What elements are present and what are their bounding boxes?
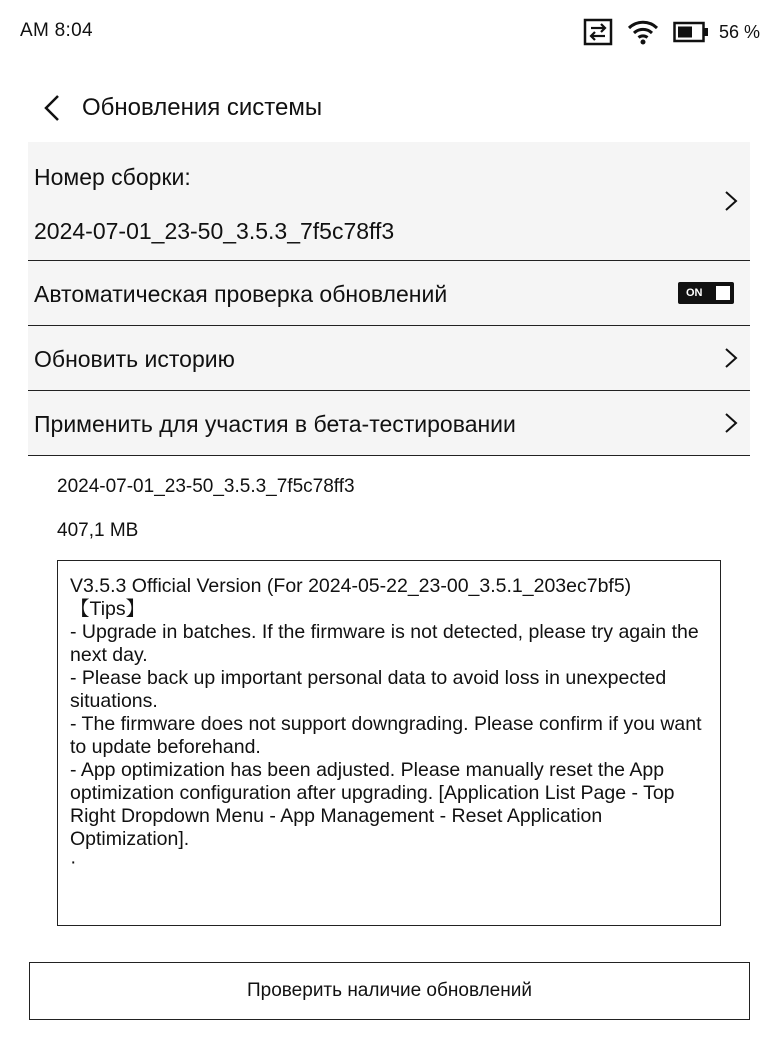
sync-icon [583, 18, 613, 46]
beta-program-label: Применить для участия в бета-тестировании [34, 411, 516, 437]
battery-icon [673, 21, 709, 43]
auto-check-row [28, 261, 750, 326]
chevron-right-icon [724, 347, 738, 369]
update-version: 2024-07-01_23-50_3.5.3_7f5c78ff3 [57, 476, 355, 497]
battery-percent: 56 % [718, 21, 760, 42]
update-history-row[interactable] [28, 326, 750, 391]
wifi-icon [627, 19, 659, 45]
build-number-row[interactable] [28, 142, 750, 261]
page-title: Обновления системы [82, 94, 323, 121]
auto-check-label: Автоматическая проверка обновлений [34, 281, 448, 307]
release-notes-line: 【Tips】 [70, 598, 146, 620]
build-number-value: 2024-07-01_23-50_3.5.3_7f5c78ff3 [34, 218, 395, 244]
settings-list [28, 142, 750, 456]
update-size: 407,1 MB [57, 520, 139, 541]
header [40, 88, 322, 128]
release-notes-line: · [70, 851, 77, 873]
chevron-right-icon [724, 412, 738, 434]
status-icons [583, 16, 760, 48]
toggle-knob [716, 286, 730, 300]
release-notes-line: - Please back up important personal data to avoid loss in unexpected situations. [70, 667, 672, 712]
release-notes-line: - The firmware does not support downgrading. Please confirm if you want to update beforehand. [70, 713, 707, 758]
chevron-left-icon[interactable] [40, 93, 66, 123]
release-notes[interactable] [57, 560, 721, 926]
build-number-label: Номер сборки: [34, 164, 191, 190]
release-notes-line: - Upgrade in batches. If the firmware is not detected, please try again the next day. [70, 621, 705, 666]
chevron-right-icon [724, 190, 738, 212]
status-time: AM 8:04 [20, 20, 93, 41]
release-notes-line: - App optimization has been adjusted. Please manually reset the App optimization configuration after upgrading. [Application List Page - Top Right Dropdown Menu - App Management - Reset Application Optimization]. [70, 759, 680, 850]
status-bar [0, 0, 780, 62]
toggle-state-text: ON [686, 287, 703, 299]
beta-program-row[interactable] [28, 391, 750, 456]
update-history-label: Обновить историю [34, 346, 235, 372]
check-updates-button[interactable]: Проверить наличие обновлений [29, 962, 750, 1020]
release-notes-line: V3.5.3 Official Version (For 2024-05-22_23-00_3.5.1_203ec7bf5) [70, 575, 632, 597]
auto-check-toggle[interactable] [678, 282, 734, 304]
